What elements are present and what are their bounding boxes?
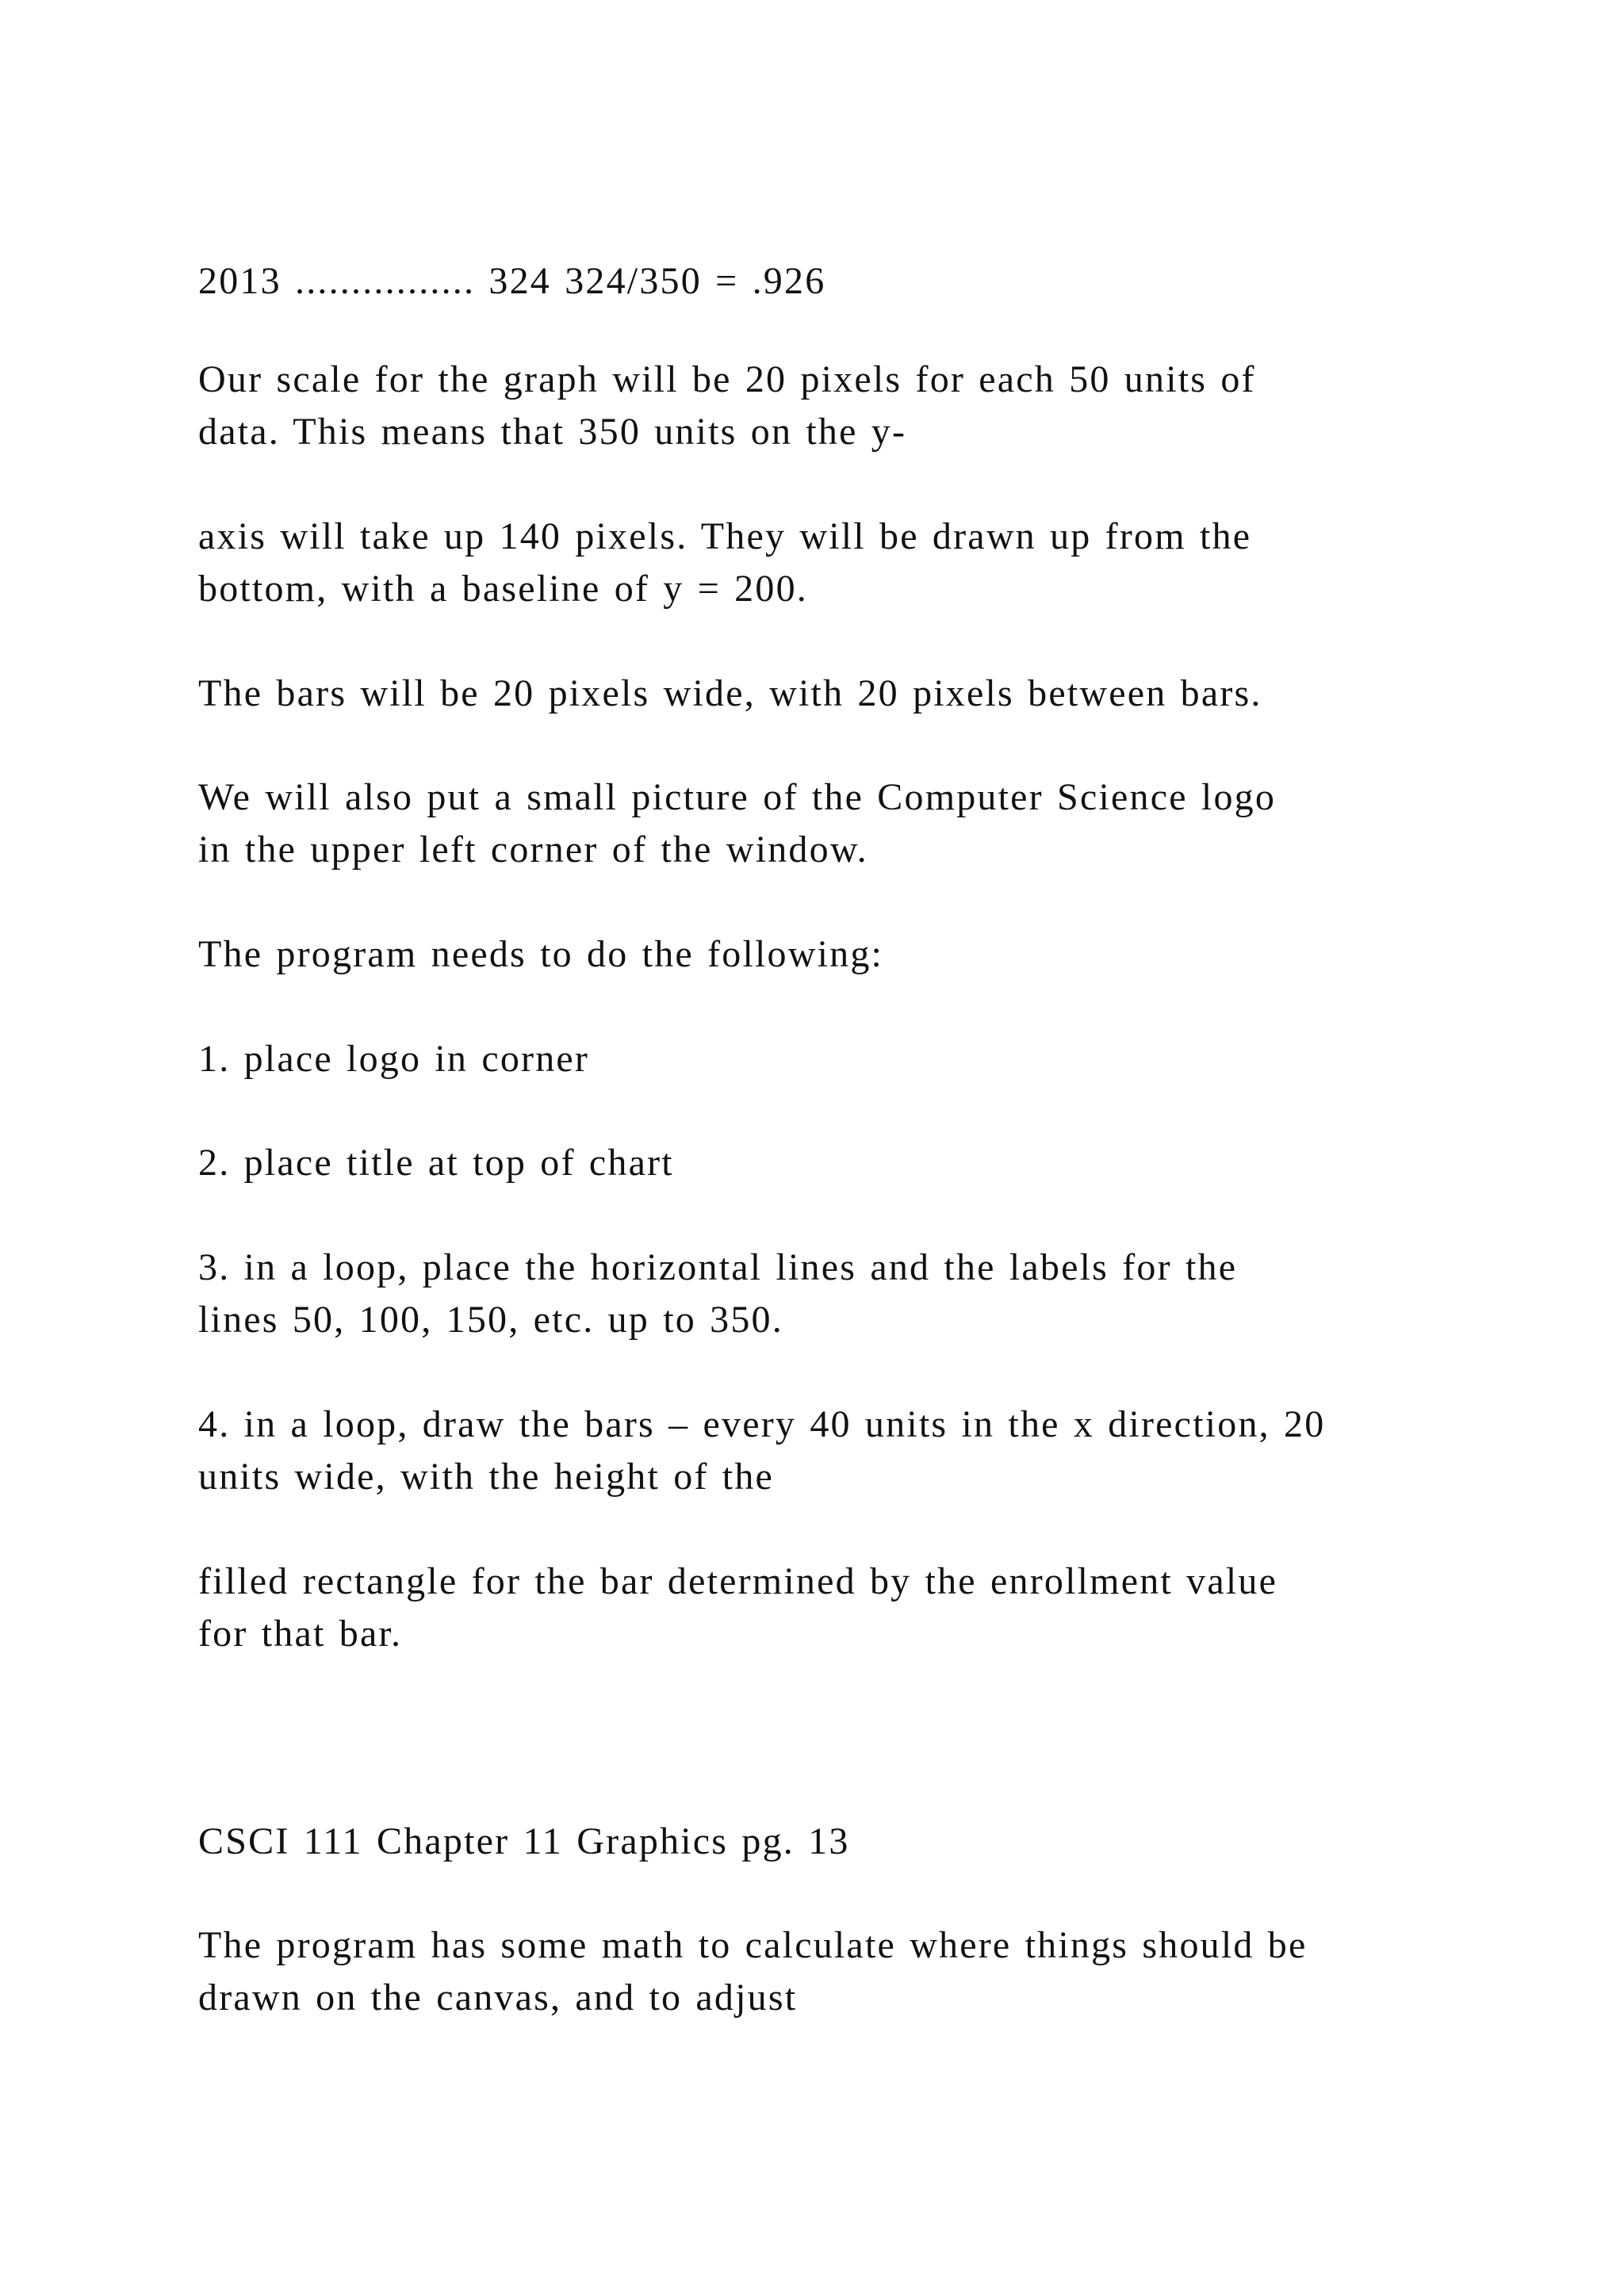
list-item-4 — [198, 1399, 1546, 1503]
list-item-4-continued — [198, 1556, 1546, 1660]
text-line: 1. place logo in corner — [198, 1038, 590, 1080]
text-line: 2. place title at top of chart — [198, 1142, 674, 1184]
page-footer — [198, 1816, 1546, 1868]
text-line: axis will take up 140 pixels. They will be drawn up from the — [198, 515, 1252, 557]
text-line: The program needs to do the following: — [198, 933, 884, 975]
text-line: Our scale for the graph will be 20 pixels for each 50 units of — [198, 358, 1256, 400]
text-line: bottom, with a baseline of y = 200. — [198, 568, 808, 610]
paragraph-program-intro — [198, 928, 1546, 981]
text-line: lines 50, 100, 150, etc. up to 350. — [198, 1299, 783, 1341]
text-line: 3. in a loop, place the horizontal lines and the labels for the — [198, 1246, 1238, 1288]
list-item-2 — [198, 1137, 1546, 1189]
text-line: We will also put a small picture of the Computer Science logo — [198, 776, 1277, 818]
text-line: The program has some math to calculate where things should be — [198, 1924, 1308, 1966]
paragraph-bars — [198, 668, 1546, 720]
text-line: for that bar. — [198, 1613, 403, 1655]
text-line: The bars will be 20 pixels wide, with 20 pixels between bars. — [198, 672, 1262, 714]
text-line: 2013 ................ 324 324/350 = .926 — [198, 260, 826, 302]
text-line: in the upper left corner of the window. — [198, 828, 868, 871]
text-line: drawn on the canvas, and to adjust — [198, 1976, 798, 2019]
list-item-3 — [198, 1242, 1546, 1346]
paragraph-scale — [198, 354, 1546, 458]
text-line: data. This means that 350 units on the y- — [198, 411, 907, 453]
text-line: units wide, with the height of the — [198, 1456, 775, 1498]
list-item-1 — [198, 1033, 1546, 1085]
paragraph-logo — [198, 771, 1546, 876]
text-line: CSCI 111 Chapter 11 Graphics pg. 13 — [198, 1820, 850, 1862]
paragraph-program-math — [198, 1919, 1546, 2024]
paragraph-axis — [198, 511, 1546, 615]
data-row-2013 — [198, 255, 1546, 308]
text-line: filled rectangle for the bar determined by the enrollment value — [198, 1560, 1278, 1602]
text-line: 4. in a loop, draw the bars – every 40 units in the x direction, 20 — [198, 1403, 1326, 1445]
